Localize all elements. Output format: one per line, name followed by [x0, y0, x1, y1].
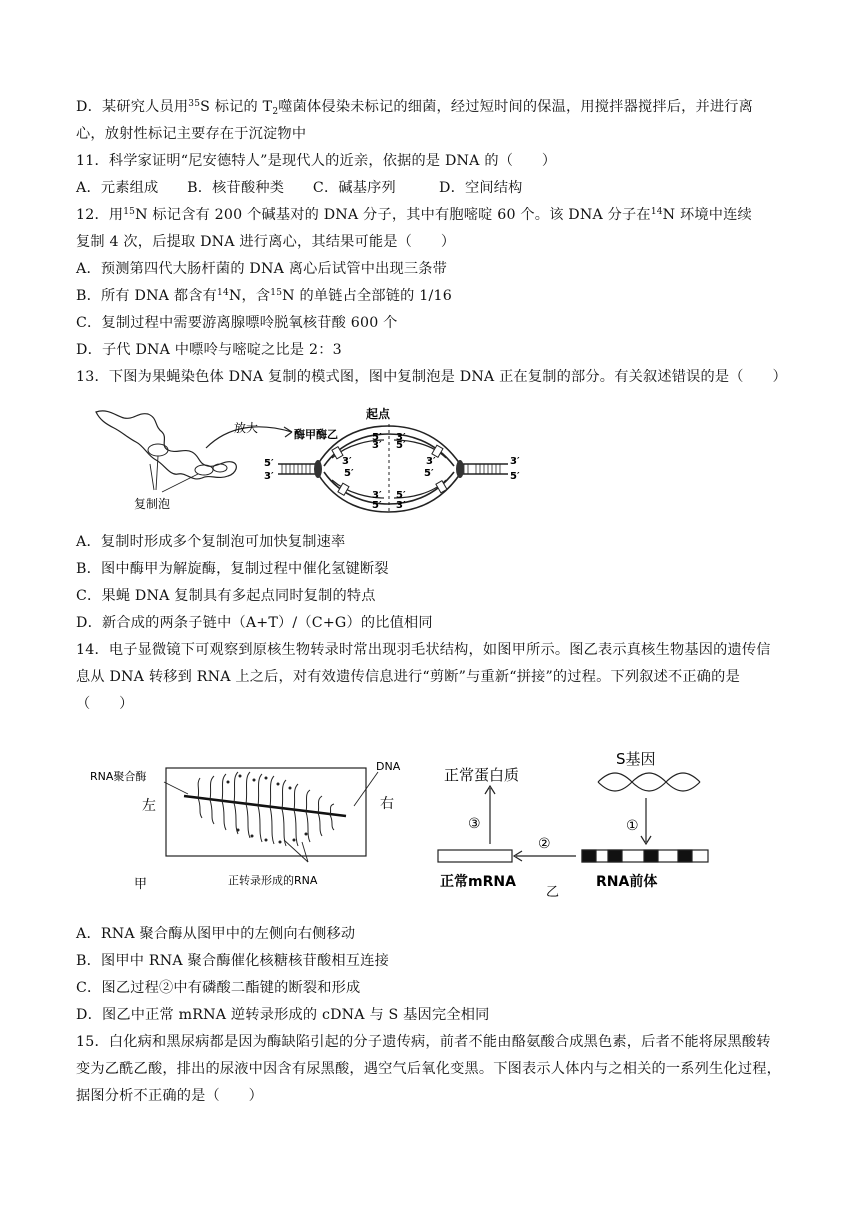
q15-stem-line2: 变为乙酰乙酸，排出的尿液中因含有尿黑酸，遇空气后氧化变黑。下图表示人体内与之相关的一系列生化过程，	[76, 1061, 781, 1077]
svg-text:5′: 5′	[344, 468, 354, 479]
dna-replication-figure	[88, 402, 538, 518]
svg-text:5′: 5′	[372, 500, 382, 511]
label-qidian: 起点	[366, 407, 391, 421]
label-s-gene: S基因	[616, 750, 656, 768]
svg-text:3′: 3′	[372, 490, 382, 501]
q14-option-c: C．图乙过程②中有磷酸二酯键的断裂和形成	[76, 980, 361, 996]
label-enzymes: 酶甲酶乙	[294, 428, 338, 441]
q12-stem-line2: 复制 4 次，后提取 DNA 进行离心，其结果可能是（ ）	[76, 234, 456, 250]
svg-text:5′: 5′	[396, 440, 406, 451]
label-rna-polymerase: RNA聚合酶	[90, 770, 147, 783]
q14-stem-line1: 14．电子显微镜下可观察到原核生物转录时常出现羽毛状结构，如图甲所示。图乙表示真核生物基因的遗传信	[76, 642, 771, 658]
q11-stem: 11．科学家证明“尼安德特人”是现代人的近亲，依据的是 DNA 的（ ）	[76, 153, 557, 169]
q13-option-a: A．复制时形成多个复制泡可加快复制速率	[76, 534, 346, 550]
q14-option-b: B．图甲中 RNA 聚合酶催化核糖核苷酸相互连接	[76, 953, 389, 969]
q15-stem-line3: 据图分析不正确的是（ ）	[76, 1088, 264, 1104]
figure-jia	[88, 744, 418, 894]
q12-option-a: A．预测第四代大肠杆菌的 DNA 离心后试管中出现三条带	[76, 261, 448, 277]
svg-text:3′: 3′	[264, 471, 274, 482]
label-normal-protein: 正常蛋白质	[444, 766, 520, 784]
q14-stem-line2: 息从 DNA 转移到 RNA 上之后，对有效遗传信息进行“剪断”与重新“拼接”的过程。下列叙述不正确的是	[76, 669, 740, 685]
label-rna-transcript: 正转录形成的RNA	[228, 874, 318, 887]
svg-text:5′: 5′	[372, 432, 382, 443]
q13-stem: 13．下图为果蝇染色体 DNA 复制的模式图，图中复制泡是 DNA 正在复制的部分。有关叙述错误的是（ ）	[76, 369, 787, 385]
q14-option-a: A．RNA 聚合酶从图甲中的左侧向右侧移动	[76, 926, 356, 942]
svg-text:5′: 5′	[264, 458, 274, 469]
svg-text:3′: 3′	[342, 456, 352, 467]
q12-option-c: C．复制过程中需要游离腺嘌呤脱氧核苷酸 600 个	[76, 315, 398, 331]
svg-text:3′: 3′	[426, 456, 436, 467]
q12-option-b: B．所有 DNA 都含有$^{14}$N，含$^{15}$N 的单链占全部链的 1/16	[76, 288, 452, 304]
svg-text:①: ①	[626, 818, 639, 834]
svg-text:5′: 5′	[510, 471, 520, 482]
label-yi: 乙	[546, 885, 560, 898]
q10-option-d-line2: 心，放射性标记主要存在于沉淀物中	[76, 126, 307, 142]
q12-option-d: D．子代 DNA 中嘌呤与嘧啶之比是 2：3	[76, 342, 342, 358]
label-jia: 甲	[134, 877, 148, 892]
q13-option-b: B．图中酶甲为解旋酶，复制过程中催化氢键断裂	[76, 561, 389, 577]
figure-yi	[430, 738, 730, 898]
svg-text:3′: 3′	[396, 500, 406, 511]
svg-text:5′: 5′	[424, 468, 434, 479]
svg-text:③: ③	[468, 816, 481, 832]
svg-text:3′: 3′	[510, 456, 520, 467]
svg-text:5′: 5′	[396, 490, 406, 501]
label-left: 左	[142, 798, 156, 814]
q14-option-d: D．图乙中正常 mRNA 逆转录形成的 cDNA 与 S 基因完全相同	[76, 1007, 490, 1023]
q15-stem-line1: 15．白化病和黑尿病都是因为酶缺陷引起的分子遗传病，前者不能由酪氨酸合成黑色素，后者不能将尿黑酸转	[76, 1034, 771, 1050]
q13-option-d: D．新合成的两条子链中（A+T）/（C+G）的比值相同	[76, 615, 433, 631]
label-normal-mrna: 正常mRNA	[440, 874, 516, 890]
label-fuzhipao: 复制泡	[134, 497, 171, 511]
svg-text:3′: 3′	[396, 432, 406, 443]
q10-option-d-line1: D．某研究人员用$^{35}$S 标记的 $T_2$噬菌体侵染未标记的细菌，经过短时间的保温，用搅拌器搅拌后，并进行离	[76, 99, 754, 117]
svg-text:②: ②	[538, 836, 551, 852]
q14-stem-line3: （ ）	[76, 696, 134, 712]
label-rna-precursor: RNA前体	[596, 874, 658, 890]
label-fangda: 放大	[234, 421, 259, 435]
label-right: 右	[380, 796, 394, 812]
q13-option-c: C．果蝇 DNA 复制具有多起点同时复制的特点	[76, 588, 376, 604]
label-dna: DNA	[376, 760, 401, 773]
q12-stem-line1: 12．用$^{15}$N 标记含有 200 个碱基对的 DNA 分子，其中有胞嘧啶 60 个。该 DNA 分子在$^{14}$N 环境中连续	[76, 207, 752, 223]
q11-options: A．元素组成 B．核苷酸种类 C．碱基序列 D．空间结构	[76, 180, 523, 196]
svg-text:3′: 3′	[372, 440, 382, 451]
